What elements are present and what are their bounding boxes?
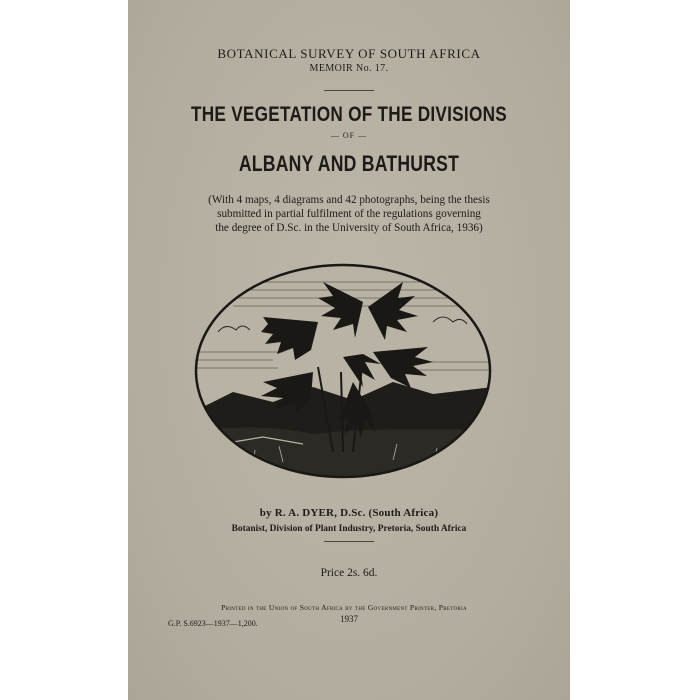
- divider-rule: [324, 90, 374, 91]
- book-cover: [128, 0, 570, 700]
- subtitle-block: [162, 193, 536, 235]
- author-affiliation: Botanist, Division of Plant Industry, Pretoria, South Africa: [231, 524, 467, 534]
- memoir-number: MEMOIR No. 17.: [309, 63, 389, 74]
- author-line: by R. A. DYER, D.Sc. (South Africa): [259, 507, 439, 519]
- print-run-code: G.P. S.6923—1937—1,200.: [168, 619, 258, 628]
- title-connector: — OF —: [330, 131, 368, 140]
- main-title-line2: ALBANY AND BATHURST: [238, 151, 460, 176]
- price-label: Price 2s. 6d.: [320, 567, 378, 579]
- subtitle-line: the degree of D.Sc. in the University of South Africa, 1936): [215, 222, 483, 234]
- main-title-line1: THE VEGETATION OF THE DIVISIONS: [190, 103, 508, 126]
- divider-rule: [324, 541, 374, 542]
- subtitle-line: (With 4 maps, 4 diagrams and 42 photographs, being the thesis: [208, 194, 490, 206]
- series-title: BOTANICAL SURVEY OF SOUTH AFRICA: [217, 46, 481, 61]
- printer-imprint: Printed in the Union of South Africa by the Government Printer, Pretoria: [221, 603, 467, 612]
- palm-vignette-illustration: [193, 262, 493, 480]
- subtitle-line: submitted in partial fulfilment of the regulations governing: [217, 208, 481, 220]
- publication-year: 1937: [340, 614, 358, 624]
